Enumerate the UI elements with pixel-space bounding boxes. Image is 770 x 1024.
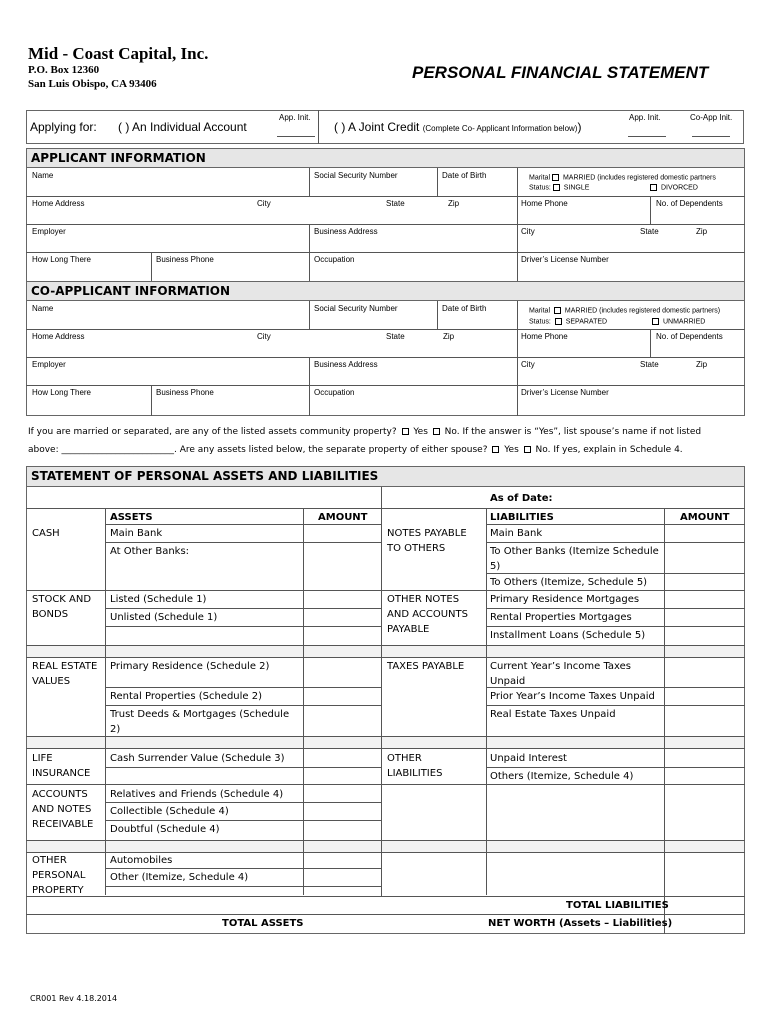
applicant-section xyxy=(26,148,745,283)
accounts-receivable-category: ACCOUNTS AND NOTES RECEIVABLE xyxy=(32,789,94,830)
applicant-section-title: APPLICANT INFORMATION xyxy=(27,149,744,168)
liab-installment: Installment Loans (Schedule 5) xyxy=(490,630,646,641)
coapplicant-home-address-field[interactable]: Home Address xyxy=(32,332,85,341)
coapplicant-home-phone-field[interactable]: Home Phone xyxy=(521,332,568,341)
applicant-business-state-field[interactable]: State xyxy=(640,227,659,236)
separate-yes-checkbox[interactable] xyxy=(492,446,499,453)
applicant-dependents-field[interactable]: No. of Dependents xyxy=(656,199,723,208)
total-liabilities-label: TOTAL LIABILITIES xyxy=(566,900,669,911)
applicant-marital-married[interactable]: Marital MARRIED (includes registered domestic partners xyxy=(529,174,716,182)
separate-no-checkbox[interactable] xyxy=(524,446,531,453)
notes-payable-category: NOTES PAYABLE TO OTHERS xyxy=(387,528,467,554)
liabilities-amount-header: AMOUNT xyxy=(680,512,730,523)
applicant-ssn-field[interactable]: Social Security Number xyxy=(314,171,398,180)
asset-other-banks: At Other Banks: xyxy=(110,546,190,557)
joint-credit-note: (Complete Co- Applicant Information below) xyxy=(422,124,578,133)
asset-collectible: Collectible (Schedule 4) xyxy=(110,806,229,817)
applicant-license-field[interactable]: Driver’s License Number xyxy=(521,255,609,264)
form-revision: CR001 Rev 4.18.2014 xyxy=(30,994,118,1003)
coapplicant-business-zip-field[interactable]: Zip xyxy=(696,360,708,369)
liab-prior-taxes: Prior Year’s Income Taxes Unpaid xyxy=(490,691,655,702)
asset-relatives: Relatives and Friends (Schedule 4) xyxy=(110,789,284,800)
asset-primary-residence: Primary Residence (Schedule 2) xyxy=(110,661,270,672)
coapplicant-status-unmarried[interactable]: UNMARRIED xyxy=(650,318,705,325)
coapplicant-business-address-field[interactable]: Business Address xyxy=(314,360,378,369)
stock-bonds-category: STOCK AND BONDS xyxy=(32,594,92,620)
coapplicant-business-city-field[interactable]: City xyxy=(521,360,535,369)
app-init-label-2: App. Init. xyxy=(629,113,661,122)
community-yes-checkbox[interactable] xyxy=(402,428,409,435)
liab-main-bank: Main Bank xyxy=(490,528,543,539)
coapplicant-occupation-field[interactable]: Occupation xyxy=(314,388,355,397)
applicant-employer-field[interactable]: Employer xyxy=(32,227,66,236)
applicant-dob-field[interactable]: Date of Birth xyxy=(442,171,487,180)
applicant-name-field[interactable]: Name xyxy=(32,171,54,180)
liab-other-banks: To Other Banks (Itemize Schedule 5) xyxy=(490,546,659,572)
applicant-city-field[interactable]: City xyxy=(257,199,271,208)
cash-category: CASH xyxy=(32,528,60,539)
coapplicant-marital-married[interactable]: Marital MARRIED (includes registered domestic partners) xyxy=(529,307,721,315)
coapplicant-business-state-field[interactable]: State xyxy=(640,360,659,369)
coapplicant-dependents-field[interactable]: No. of Dependents xyxy=(656,332,723,341)
app-init-line[interactable] xyxy=(277,136,315,137)
applicant-how-long-field[interactable]: How Long There xyxy=(32,255,91,264)
applicant-status-single[interactable]: Status: SINGLE xyxy=(529,184,590,192)
coapplicant-zip-field[interactable]: Zip xyxy=(443,332,455,341)
coapplicant-employer-field[interactable]: Employer xyxy=(32,360,66,369)
liab-primary-mortgages: Primary Residence Mortgages xyxy=(490,594,640,605)
separate-property-question: above: _________________________. Are any assets listed below, the separate property of either spouse? Yes No. If yes, explain in Schedule 4. xyxy=(28,445,683,455)
liab-unpaid-interest: Unpaid Interest xyxy=(490,753,567,764)
community-property-question: If you are married or separated, are any of the listed assets community property? Yes No. If the answer is “Yes”, list spouse’s name if not listed xyxy=(28,427,702,437)
asset-doubtful: Doubtful (Schedule 4) xyxy=(110,824,220,835)
asset-main-bank: Main Bank xyxy=(110,528,163,539)
company-name: Mid - Coast Capital, Inc. xyxy=(28,44,209,63)
joint-credit-option[interactable]: ( ) A Joint Credit (Complete Co- Applicant Information below)) xyxy=(334,120,582,134)
coapplicant-license-field[interactable]: Driver’s License Number xyxy=(521,388,609,397)
other-liabilities-category: OTHER LIABILITIES xyxy=(387,753,443,779)
coapplicant-status-separated[interactable]: Status: SEPARATED xyxy=(529,318,608,326)
divider xyxy=(318,110,319,144)
net-worth-label: NET WORTH (Assets – Liabilities) xyxy=(488,918,673,929)
liab-others-itemize: Others (Itemize, Schedule 4) xyxy=(490,771,634,782)
applicant-state-field[interactable]: State xyxy=(386,199,405,208)
asset-other-itemize: Other (Itemize, Schedule 4) xyxy=(110,872,249,883)
as-of-date-field[interactable]: As of Date: xyxy=(490,493,553,504)
company-po-box: P.O. Box 12360 xyxy=(28,64,100,76)
assets-amount-header: AMOUNT xyxy=(318,512,368,523)
coapplicant-ssn-field[interactable]: Social Security Number xyxy=(314,304,398,313)
coapplicant-section-title: CO-APPLICANT INFORMATION xyxy=(27,282,744,301)
applicant-business-city-field[interactable]: City xyxy=(521,227,535,236)
total-assets-label: TOTAL ASSETS xyxy=(222,918,304,929)
applicant-business-address-field[interactable]: Business Address xyxy=(314,227,378,236)
liab-re-taxes: Real Estate Taxes Unpaid xyxy=(490,709,616,720)
individual-account-option[interactable]: ( ) An Individual Account xyxy=(118,120,247,134)
coapplicant-how-long-field[interactable]: How Long There xyxy=(32,388,91,397)
asset-listed: Listed (Schedule 1) xyxy=(110,594,207,605)
liab-current-taxes: Current Year’s Income Taxes Unpaid xyxy=(490,661,632,687)
coapp-init-line[interactable] xyxy=(692,136,730,137)
applicant-status-divorced[interactable]: DIVORCED xyxy=(648,184,698,191)
other-notes-category: OTHER NOTES AND ACCOUNTS PAYABLE xyxy=(387,594,468,635)
applicant-occupation-field[interactable]: Occupation xyxy=(314,255,355,264)
joint-credit-label: ( ) A Joint Credit xyxy=(334,120,420,134)
real-estate-category: REAL ESTATE VALUES xyxy=(32,661,98,687)
applicant-business-phone-field[interactable]: Business Phone xyxy=(156,255,214,264)
asset-rental-properties: Rental Properties (Schedule 2) xyxy=(110,691,263,702)
applicant-home-address-field[interactable]: Home Address xyxy=(32,199,85,208)
assets-header: ASSETS xyxy=(110,512,153,523)
coapplicant-section xyxy=(26,281,745,416)
applicant-zip-field[interactable]: Zip xyxy=(448,199,460,208)
other-personal-property-category: OTHER PERSONAL PROPERTY xyxy=(32,855,86,896)
liab-rental-mortgages: Rental Properties Mortgages xyxy=(490,612,632,623)
coapplicant-city-field[interactable]: City xyxy=(257,332,271,341)
coapplicant-business-phone-field[interactable]: Business Phone xyxy=(156,388,214,397)
life-insurance-category: LIFE INSURANCE xyxy=(32,753,91,779)
app-init-line-2[interactable] xyxy=(628,136,666,137)
statement-section-title: STATEMENT OF PERSONAL ASSETS AND LIABILITIES xyxy=(27,467,744,487)
asset-automobiles: Automobiles xyxy=(110,855,173,866)
coapp-init-label: Co-App Init. xyxy=(690,113,733,122)
applicant-home-phone-field[interactable]: Home Phone xyxy=(521,199,568,208)
coapplicant-dob-field[interactable]: Date of Birth xyxy=(442,304,487,313)
app-init-label: App. Init. xyxy=(279,113,311,122)
asset-trust-deeds: Trust Deeds & Mortgages (Schedule 2) xyxy=(110,709,290,735)
liab-to-others: To Others (Itemize, Schedule 5) xyxy=(490,577,648,588)
taxes-payable-category: TAXES PAYABLE xyxy=(387,661,465,672)
company-city-state: San Luis Obispo, CA 93406 xyxy=(28,78,157,90)
asset-unlisted: Unlisted (Schedule 1) xyxy=(110,612,218,623)
liabilities-header: LIABILITIES xyxy=(490,512,554,523)
form-title: PERSONAL FINANCIAL STATEMENT xyxy=(412,63,709,82)
asset-cash-surrender: Cash Surrender Value (Schedule 3) xyxy=(110,753,285,764)
applicant-business-zip-field[interactable]: Zip xyxy=(696,227,708,236)
coapplicant-state-field[interactable]: State xyxy=(386,332,405,341)
coapplicant-name-field[interactable]: Name xyxy=(32,304,54,313)
applying-for-label: Applying for: xyxy=(30,120,97,134)
community-no-checkbox[interactable] xyxy=(433,428,440,435)
